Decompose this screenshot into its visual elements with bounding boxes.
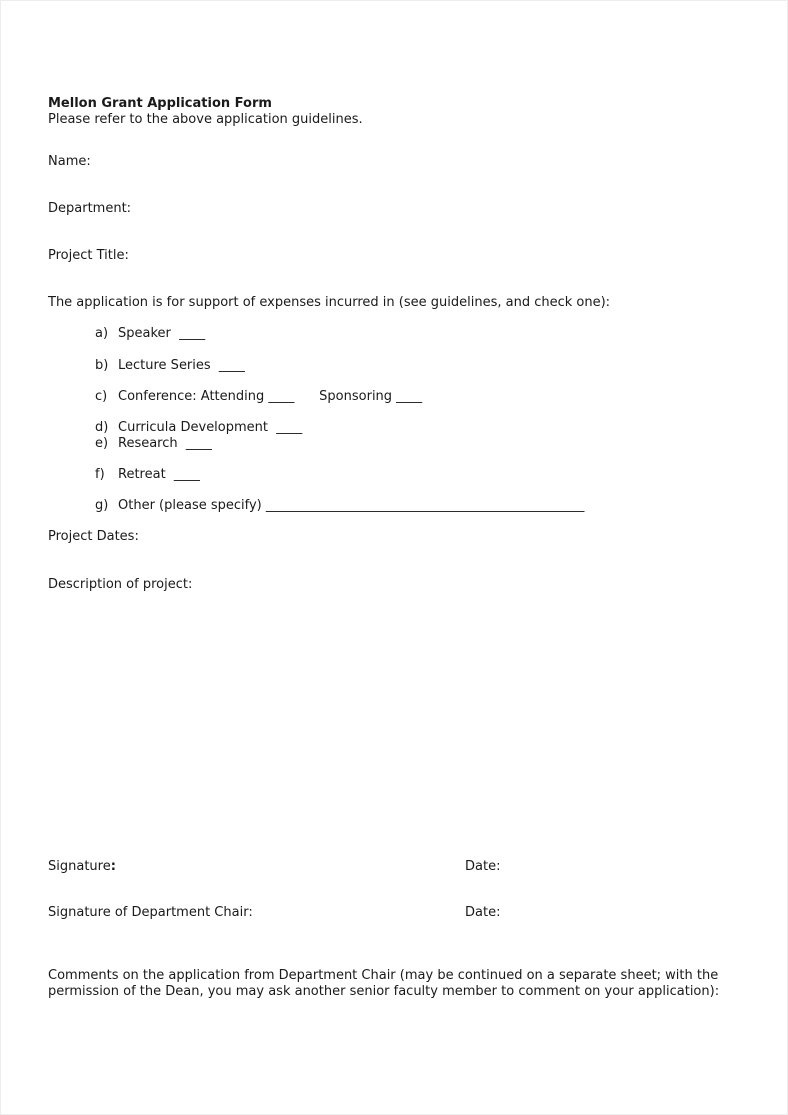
item-letter: b) <box>95 358 109 373</box>
checklist-item-curricula-development <box>95 420 742 436</box>
item-letter: d) <box>95 420 109 435</box>
item-text: Speaker ____ <box>118 326 206 341</box>
checklist-intro: The application is for support of expenses incurred in (see guidelines, and check one): <box>48 295 611 310</box>
item-text: Lecture Series ____ <box>118 358 245 373</box>
item-text: Other (please specify) _________________________________________________ <box>118 498 585 513</box>
item-letter: g) <box>95 498 109 513</box>
item-text: Conference: Attending ____ Sponsoring ____ <box>118 389 423 404</box>
project-dates-field-label: Project Dates: <box>48 529 139 544</box>
item-text: Curricula Development ____ <box>118 420 303 435</box>
checklist-item-conference <box>95 389 742 405</box>
checklist-item-other <box>95 498 742 514</box>
checklist-item-research <box>95 436 742 452</box>
department-field-label: Department: <box>48 201 132 216</box>
item-letter: e) <box>95 436 109 451</box>
signature-label <box>48 859 465 875</box>
signature-date-label: Date: <box>465 859 501 874</box>
item-letter: f) <box>95 467 105 482</box>
item-letter: c) <box>95 389 108 404</box>
form-title: Mellon Grant Application Form <box>48 96 272 111</box>
chair-signature-label: Signature of Department Chair: <box>48 905 253 920</box>
comments-instructions: Comments on the application from Department Chair (may be continued on a separate sheet; with the permission of the Dean, you may ask another senior faculty member to comment on your application): <box>48 968 720 999</box>
chair-date-label: Date: <box>465 905 501 920</box>
chair-signature-row <box>48 905 742 921</box>
checklist-item-speaker <box>95 326 742 342</box>
item-text: Retreat ____ <box>118 467 200 482</box>
checklist-item-lecture-series <box>95 358 742 374</box>
project-title-field-label: Project Title: <box>48 248 129 263</box>
signature-label-colon: : <box>110 859 116 874</box>
description-field-label: Description of project: <box>48 577 193 592</box>
item-letter: a) <box>95 326 109 341</box>
signature-label-text: Signature <box>48 859 111 874</box>
item-text: Research ____ <box>118 436 212 451</box>
checklist-item-retreat <box>95 467 742 483</box>
form-subtitle: Please refer to the above application guidelines. <box>48 112 363 127</box>
name-field-label: Name: <box>48 154 91 169</box>
signature-row <box>48 859 742 875</box>
